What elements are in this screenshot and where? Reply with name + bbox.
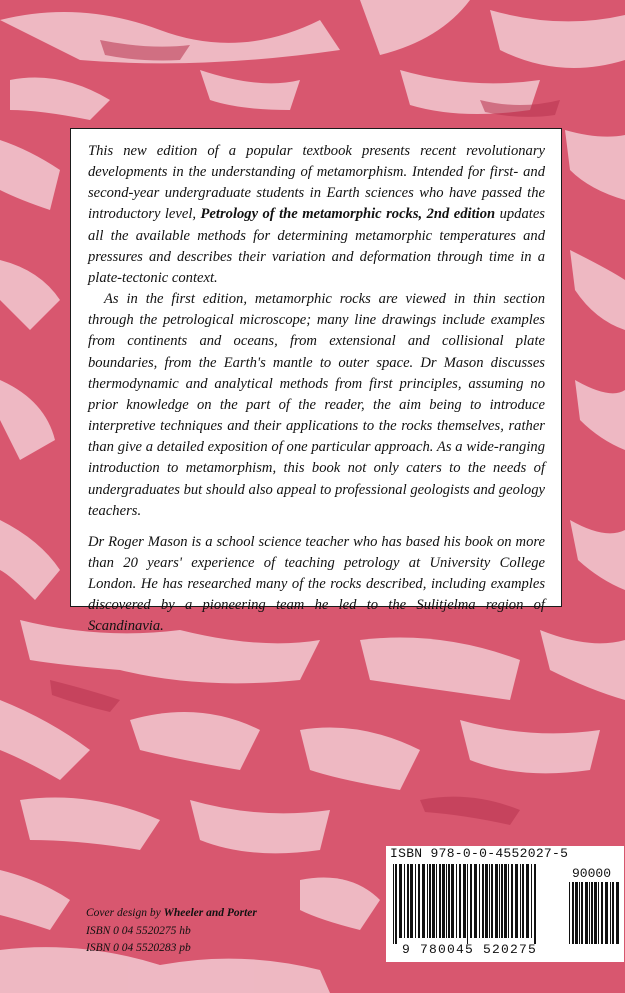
barcode-bar (442, 864, 445, 938)
barcode-bar (591, 882, 593, 944)
barcode-bar (598, 882, 599, 944)
blurb-p1-text-b: updates all the available methods for determining metamorphic temperatures and pressures and describes their variation and deformation through time in a plate-tectonic context. (88, 206, 545, 286)
isbn13-label: ISBN 978-0-0-4552027-5 (390, 846, 569, 861)
blurb-p1-text-a: This new edition of a popular textbook presents recent revolutionary developments in the understanding of metamorphism. Intended for first- and second-year undergraduate students in Earth sciences who have passed the introductory level, (88, 143, 545, 223)
barcode-bar (463, 864, 466, 938)
barcode-bar (534, 864, 536, 944)
barcode-bar (526, 864, 529, 938)
barcode-bar (448, 864, 450, 938)
barcode-bar (470, 864, 472, 938)
barcode-bar (616, 882, 619, 944)
price-barcode (569, 882, 619, 944)
barcode-bar (589, 882, 590, 944)
barcode-bar (499, 864, 500, 938)
author-bio: Dr Roger Mason is a school science teacher who has based his book on more than 20 years' experience of teaching petrology at University College London. He has researched many of the rocks described, including examples discovered by a pioneering team he led to the Sulitjelma region of Scandinavia. (88, 533, 545, 635)
cover-design-credit: Cover design by Wheeler and Porter (86, 907, 257, 919)
barcode-bar (515, 864, 518, 938)
barcode-bar (605, 882, 608, 944)
barcode-bar (393, 864, 394, 944)
barcode-bar (581, 882, 583, 944)
barcode-bar (572, 882, 574, 944)
barcode-bar (479, 864, 480, 938)
blurb-paragraph-1 (88, 141, 545, 289)
blurb-paragraph-2: As in the first edition, metamorphic rocks are viewed in thin section through the petrological microscope; many line drawings include examples from continents and oceans, from extensional and collisional plate boundaries, from the Earth's mantle to outer space. Dr Mason discusses thermodynamic and analytical methods from first principles, assuming no prior knowledge on the part of the reader, the aim being to introduce interpretive techniques and their applications to the rocks themselves, rather than give a detailed exposition of one particular approach. As a wide-ranging introduction to metamorphism, this book not only caters to the needs of undergraduates but should also appeal to professional geologists and geology teachers. (88, 291, 545, 519)
barcode-bar (427, 864, 428, 938)
barcode-bar (501, 864, 503, 938)
barcode-bar (531, 864, 532, 938)
ean-barcode (393, 864, 539, 944)
barcode-bar (415, 864, 416, 938)
barcode-bar (404, 864, 405, 938)
barcode-bar (504, 864, 507, 938)
barcode-bar (491, 864, 493, 938)
barcode-bar (594, 882, 597, 944)
barcode-bar (439, 864, 441, 938)
isbn-paperback: ISBN 0 04 5520283 pb (86, 942, 191, 954)
barcode-bar (456, 864, 457, 938)
barcode-bar (432, 864, 435, 938)
barcode-bar (407, 864, 409, 938)
barcode-bar (522, 864, 524, 938)
barcode-bar (520, 864, 521, 938)
barcode-bar (579, 882, 580, 944)
barcode-bar (429, 864, 431, 938)
barcode-bar (418, 864, 420, 938)
barcode-bar (610, 882, 611, 944)
price-code: 90000 (572, 866, 612, 881)
barcode-bar (575, 882, 578, 944)
book-title: Petrology of the metamorphic rocks, 2nd edition (200, 206, 496, 223)
isbn-hardback: ISBN 0 04 5520275 hb (86, 924, 191, 937)
barcode-bar (612, 882, 614, 944)
barcode-bar (474, 864, 477, 938)
blurb-box (70, 128, 562, 635)
barcode-bar (585, 882, 588, 944)
barcode-bar (467, 864, 468, 944)
barcode-bar (489, 864, 490, 938)
barcode-bar (422, 864, 425, 938)
barcode-bar (569, 882, 570, 944)
barcode-bar (495, 864, 498, 938)
credits (86, 905, 257, 958)
designer-name: Wheeler and Porter (163, 907, 257, 919)
barcode-bar (399, 864, 402, 938)
barcode-bar (446, 864, 447, 938)
barcode-bar (482, 864, 484, 938)
barcode-bar (485, 864, 488, 938)
barcode-bar (601, 882, 603, 944)
barcode-bar (395, 864, 397, 944)
barcode-bar (410, 864, 413, 938)
ean-digits: 9 780045 520275 (402, 942, 538, 957)
barcode-bar (451, 864, 454, 938)
barcode-bar (508, 864, 509, 938)
barcode-bar (459, 864, 461, 938)
barcode-bar (511, 864, 513, 938)
barcode-bar (436, 864, 437, 938)
